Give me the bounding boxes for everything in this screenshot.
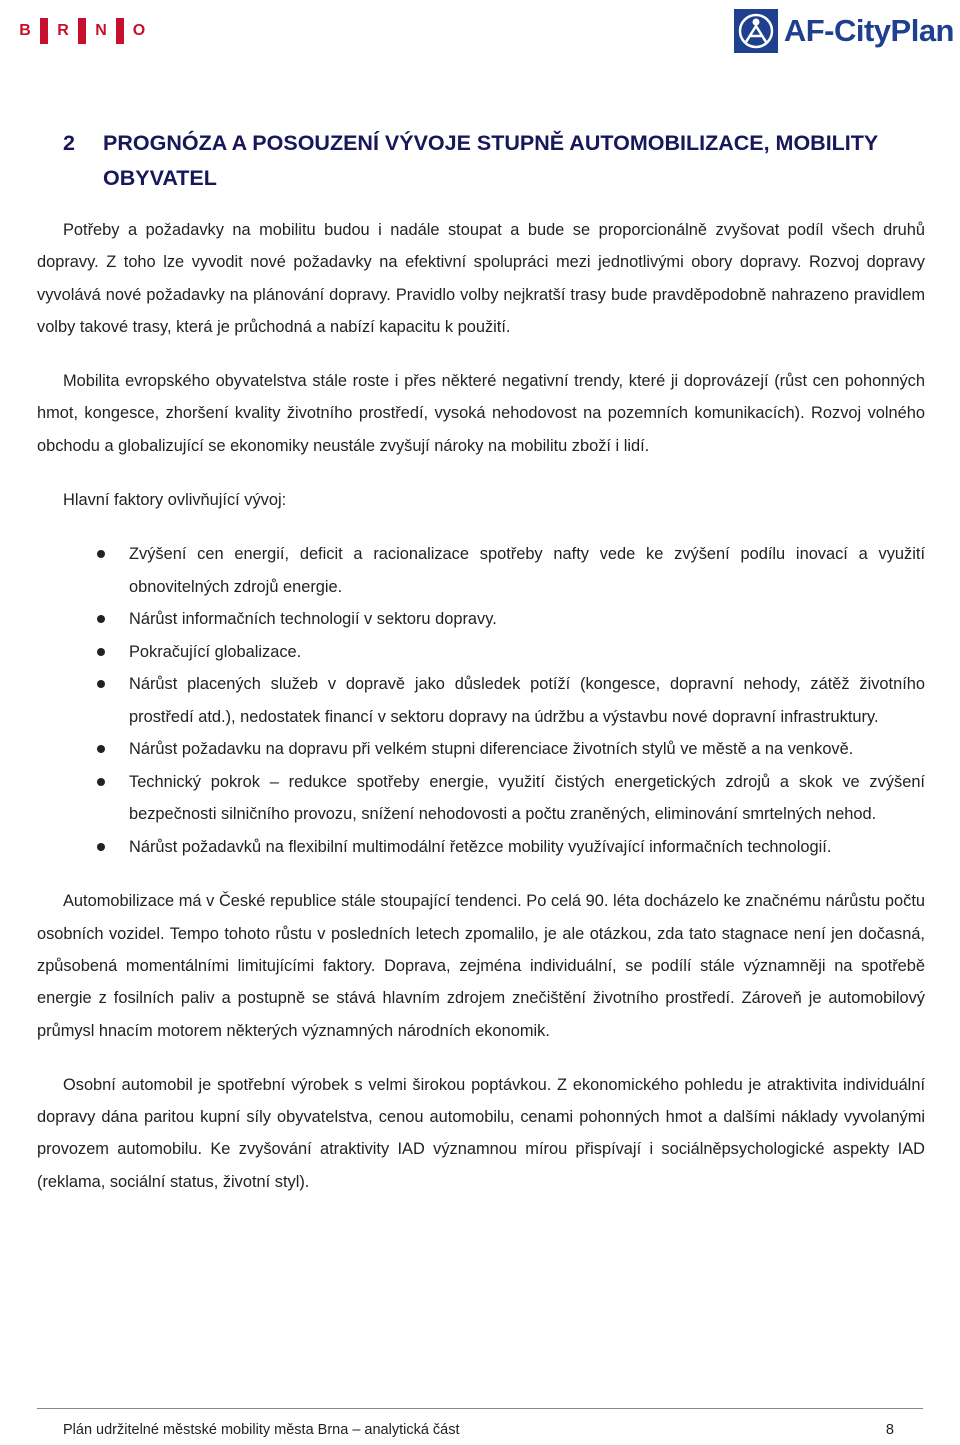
bullet-icon (97, 550, 105, 558)
list-item: Nárůst požadavků na flexibilní multimodální řetězce mobility využívající informačních technologií. (37, 831, 925, 864)
paragraph-european-mobility: Mobilita evropského obyvatelstva stále roste i přes některé negativní trendy, které ji doprovázejí (růst cen pohonných hmot, kongesce, zhoršení kvality životního prostředí, vysoká nehodovost na pozemních komunikacích). Rozvoj volného obchodu a globalizující se ekonomiky neustále zvyšují nároky na mobilitu zboží i lidí. (37, 372, 925, 455)
list-item: Nárůst informačních technologií v sektoru dopravy. (37, 603, 925, 636)
brno-logo-letter: B (19, 22, 31, 39)
paragraph-personal-car: Osobní automobil je spotřební výrobek s velmi širokou poptávkou. Z ekonomického pohledu je atraktivita individuální dopravy dána paritou kupní síly obyvatelstva, cenou automobilu, cenami pohonných hmot a dalšími náklady vyvolanými provozem automobilu. Ke zvyšování atraktivity IAD významnou mírou přispívají i sociálněpsychologické aspekty IAD (reklama, sociální status, životní styl). (37, 1075, 925, 1191)
af-cityplan-logo-text: AF-CityPlan (783, 13, 954, 48)
bullet-icon (97, 648, 105, 656)
factors-list (37, 538, 925, 863)
bullet-icon (97, 680, 105, 688)
bullet-icon (97, 778, 105, 786)
paragraph-mobility-demand: Potřeby a požadavky na mobilitu budou i nadále stoupat a bude se proporcionálně zvyšovat podíl všech druhů dopravy. Z toho lze vyvodit nové požadavky na efektivní spolupráci mezi jednotlivými obory dopravy. Rozvoj dopravy vyvolává nové požadavky na plánování dopravy. Pravidlo volby nejkratší trasy bude pravděpodobně nahrazeno pravidlem volby takové trasy, která je průchodná a nabízí kapacitu k použití. (37, 221, 925, 336)
brno-logo-letter: N (95, 22, 107, 39)
chapter-title: PROGNÓZA A POSOUZENÍ VÝVOJE STUPNĚ AUTOMOBILIZACE, MOBILITY OBYVATEL (103, 131, 878, 190)
brno-logo (14, 16, 150, 46)
factors-intro: Hlavní faktory ovlivňující vývoj: (63, 491, 287, 510)
paragraph-automobilization: Automobilizace má v České republice stále stoupající tendenci. Po celá 90. léta docházelo ke značnému nárůstu počtu osobních vozidel. Tempo tohoto růstu v posledních letech zpomalilo, je ale otázkou, zda tato stagnace není jen dočasná, způsobená momentálními limitujícími faktory. Doprava, zejména individuální, se podílí stále významněji na spotřebě energie z fosilních paliv a postupně se stává hlavním zdrojem znečištění životního prostředí. Zároveň je automobilový průmysl hnacím motorem některých významných národních ekonomik. (37, 892, 925, 1040)
bullet-icon (97, 843, 105, 851)
brno-logo-letter: O (132, 22, 146, 39)
chapter-heading (37, 126, 925, 196)
brno-logo-divider (40, 18, 48, 44)
list-item: Zvýšení cen energií, deficit a racionalizace spotřeby nafty vede ke zvýšení podílu inovací a využití obnovitelných zdrojů energie. (37, 538, 925, 603)
list-item: Pokračující globalizace. (37, 636, 925, 669)
bullet-icon (97, 615, 105, 623)
chapter-number: 2 (63, 131, 75, 155)
page-body (37, 126, 925, 1198)
brno-logo-letter: R (57, 22, 69, 39)
list-item: Nárůst placených služeb v dopravě jako důsledek potíží (kongesce, dopravní nehody, zátěž životního prostředí atd.), nedostatek financí v sektoru dopravy na údržbu a výstavbu nové dopravní infrastruktury. (37, 668, 925, 733)
brno-logo-divider (116, 18, 124, 44)
af-emblem-icon (734, 9, 778, 53)
bullet-icon (97, 745, 105, 753)
footer-document-title: Plán udržitelné městské mobility města Brna – analytická část (63, 1422, 460, 1438)
page-footer (63, 1422, 894, 1438)
page-number: 8 (885, 1422, 894, 1438)
list-item: Nárůst požadavku na dopravu při velkém stupni diferenciace životních stylů ve městě a na venkově. (37, 733, 925, 766)
af-cityplan-logo (734, 6, 954, 56)
footer-divider (37, 1408, 923, 1409)
brno-logo-divider (78, 18, 86, 44)
list-item: Technický pokrok – redukce spotřeby energie, využití čistých energetických zdrojů a skok ve zvýšení bezpečnosti silničního provozu, snížení nehodovosti a počtu zraněných, eliminování smrtelných nehod. (37, 766, 925, 831)
